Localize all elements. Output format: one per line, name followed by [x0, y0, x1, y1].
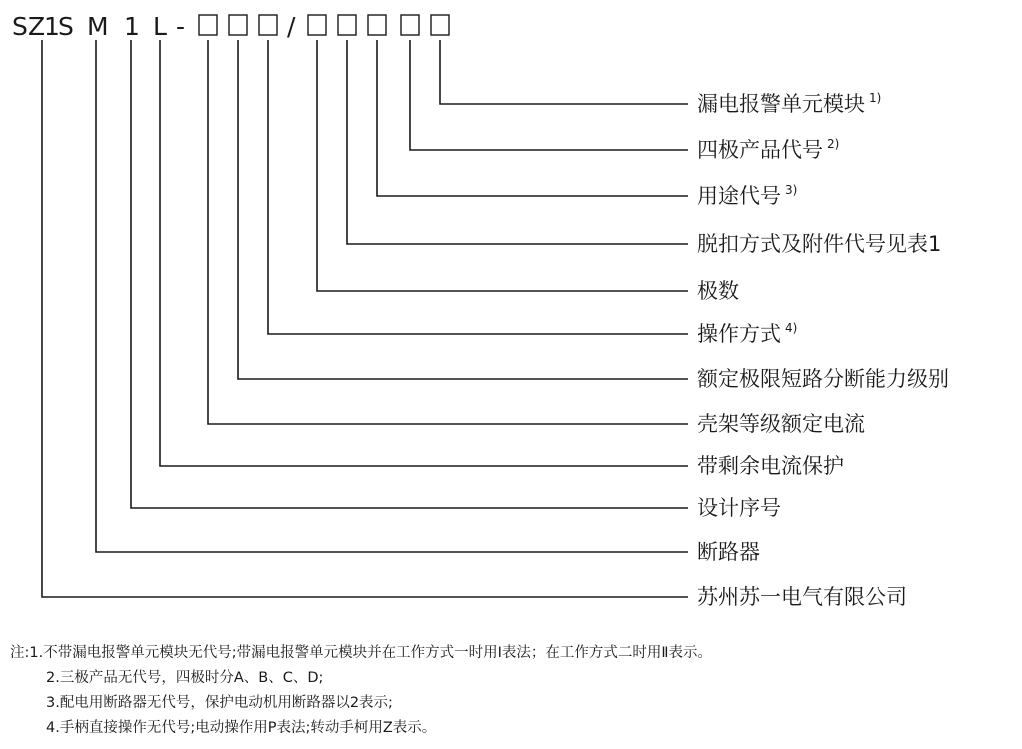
footnote-2: 2.三极产品无代号，四极时分A、B、C、D;: [46, 670, 324, 686]
code-char-m: M: [87, 12, 109, 41]
footnote-3: 3.配电用断路器无代号，保护电动机用断路器以2表示;: [46, 695, 393, 711]
footnote-1: 注:1.不带漏电报警单元模块无代号;带漏电报警单元模块并在工作方式一时用Ⅰ表法；在工作方式二时用Ⅱ表示。: [10, 645, 713, 661]
leader-line-11: [96, 40, 688, 552]
label-usage-code: 用途代号 $^{3)}$: [697, 183, 798, 208]
code-char-1: 1: [44, 12, 60, 41]
code-box-6: [368, 15, 386, 35]
code-char-slash: /: [287, 12, 296, 41]
code-char-s-second: S: [58, 12, 74, 41]
label-circuit-breaker: 断路器: [697, 540, 760, 564]
label-leakage-alarm-module: 漏电报警单元模块 $^{1)}$: [697, 91, 882, 116]
leader-line-6: [268, 40, 688, 334]
label-frame-rated-current: 壳架等级额定电流: [697, 412, 865, 436]
code-box-8: [431, 15, 449, 35]
leader-line-1: [440, 40, 688, 104]
leader-line-3: [377, 40, 688, 196]
code-char-s: S: [12, 12, 28, 41]
leader-line-8: [208, 40, 688, 424]
label-residual-current-protection: 带剩余电流保护: [697, 454, 844, 478]
code-char-1-second: 1: [124, 12, 140, 41]
footnote-4: 4.手柄直接操作无代号;电动操作用P表法;转动手柯用Z表示。: [46, 720, 437, 736]
code-box-7: [401, 15, 419, 35]
leader-line-7: [238, 40, 688, 379]
label-four-pole-code: 四极产品代号 $^{2)}$: [697, 137, 840, 162]
code-char-l: L: [153, 12, 167, 41]
leader-line-4: [347, 40, 688, 244]
label-operation-mode: 操作方式 $^{4)}$: [697, 321, 798, 346]
code-box-5: [338, 15, 356, 35]
code-box-2: [229, 15, 247, 35]
code-char-dash: -: [176, 12, 186, 41]
label-company-name: 苏州苏一电气有限公司: [697, 585, 907, 609]
leader-line-5: [317, 40, 688, 291]
code-box-3: [259, 15, 277, 35]
code-char-z: Z: [28, 12, 46, 41]
label-design-serial: 设计序号: [697, 496, 781, 520]
code-box-4: [308, 15, 326, 35]
label-pole-count: 极数: [697, 279, 739, 303]
code-box-1: [199, 15, 217, 35]
label-trip-accessory-code: 脱扣方式及附件代号见表1: [697, 232, 942, 256]
footnotes: [10, 641, 1015, 741]
label-breaking-capacity-level: 额定极限短路分断能力级别: [697, 367, 949, 391]
leader-line-2: [410, 40, 688, 150]
leader-line-12: [42, 40, 688, 597]
